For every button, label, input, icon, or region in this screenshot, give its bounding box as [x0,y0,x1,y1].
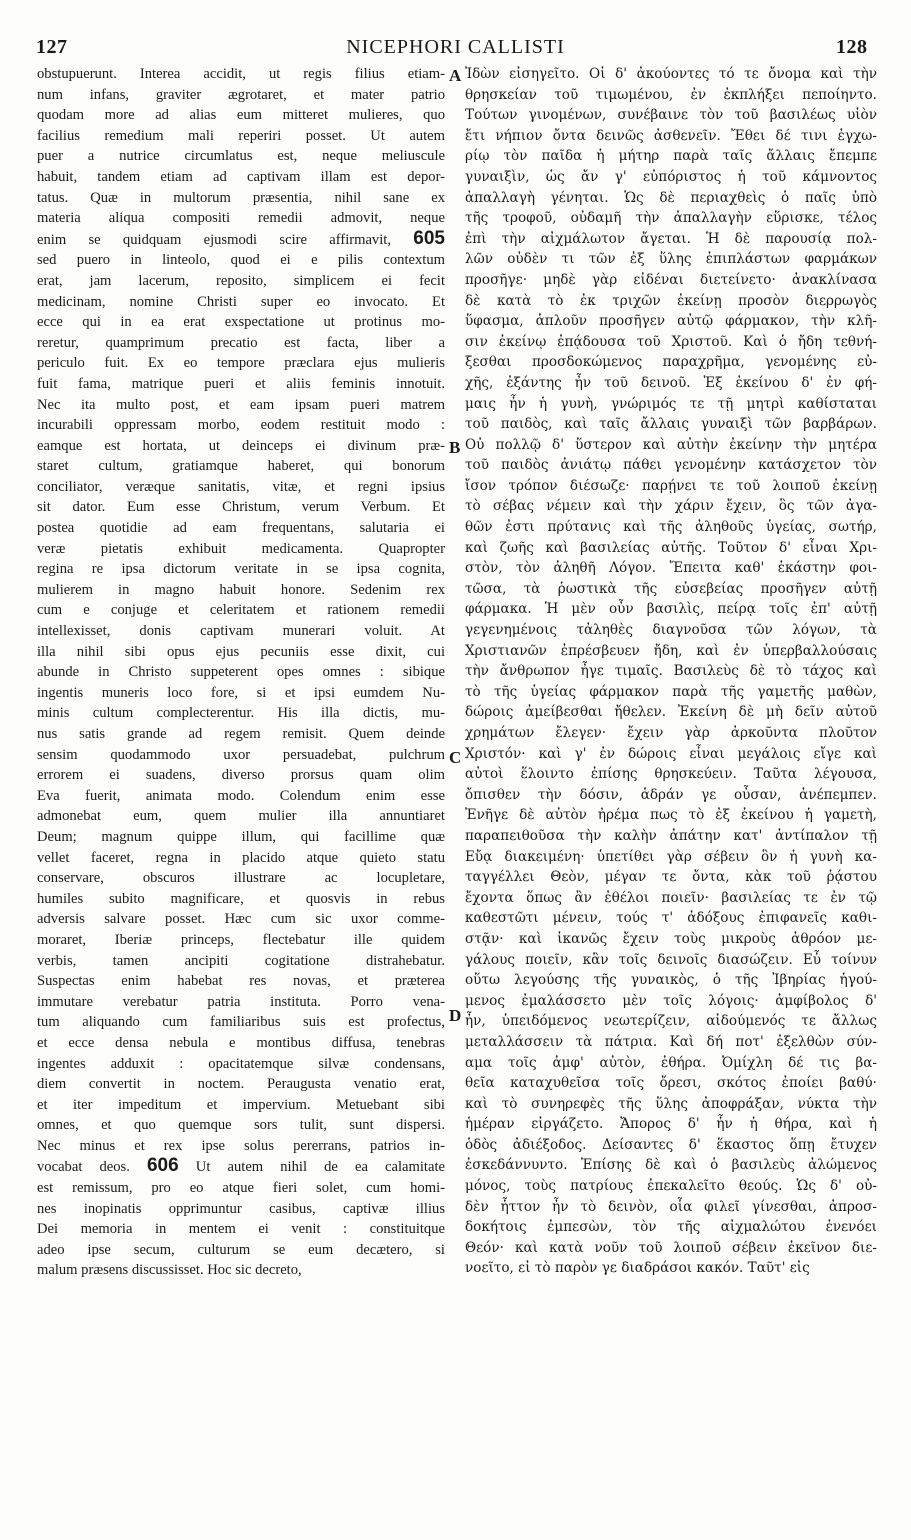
greek-text-line: Ἐνῆγε δὲ αὐτὸν ἠρέμα πως τὸ ἐξ ἐκείνου ἡ γαμετὴ, [465,807,877,824]
latin-text-line: Suspectas enim habebat res novas, et præterea [37,973,445,990]
greek-text-line: μεταλλάσσειν τὰ πάτρια. Καὶ δή ποτ' ἐξελθὼν σύν- [465,1033,877,1050]
latin-text-line: et ecce densa nebula e montibus diffusa, tenebras [37,1034,445,1051]
greek-text-line: δοκήτοις ἐμπεσὼν, τὸν τῆς αἰχμαλώτου ἐνενόει [465,1219,877,1236]
latin-text-line: enim se quidquam ejusmodi scire affirmavit, 605 [37,227,445,249]
latin-text-line: sensim quodammodo uxor persuadebat, pulchrum [37,746,445,763]
greek-text-line: ὄπισθεν τὴν δόσιν, ἁδράν γε οὖσαν, ἀνέπεμπεν. [465,786,877,803]
greek-text-line: Ἰδὼν εἰσηγεῖτο. Οἱ δ' ἀκούοντες τό τε ὄνομα καὶ τὴν [465,66,877,82]
column-number: 606 [146,1155,179,1177]
greek-text-line: ἐπὶ τὴν αἰχμάλωτον ἄγεται. Ἡ δὲ παρουσίᾳ πολ- [465,230,877,247]
latin-text-line: adeo ipse secum, culturum se eum decætero, si [37,1241,445,1258]
greek-text-line: δὲ κατὰ τὸ ἐκ τριχῶν ἐκείνῃ προσὸν διερρωγὸς [465,292,877,309]
greek-text-line: ἀπαλλαγὴ γένηται. Ὡς δὲ περιαχθεὶς ὁ παῖς ὑπὸ [465,189,877,206]
latin-text-line: errorem ei suadens, diverso prorsus quam olim [37,767,445,784]
greek-text-line: νοεῖτο, εἰ τὸ παρὸν γε διαδράσοι κακόν. Ταῦτ' εἰς [465,1260,810,1277]
latin-text-line: postea quotidie ad eam frequentans, salutaria ei [37,520,445,537]
greek-text-line: προσῆγε· μηδὲ γὰρ εἰδέναι διετείνετο· ἀνακλίνασα [465,271,877,288]
latin-text-line: vocabat deos. 606 Ut autem nihil de ea calamitate [37,1155,445,1177]
latin-text-line: Dei memoria in mentem ei venit : constituitque [37,1221,445,1238]
margin-letter-c: C [449,748,462,767]
greek-text-line: ἦν, ὑπειδόμενος νεωτερίζειν, αἰδούμενός τε ἄλλως [465,1013,877,1030]
latin-text-line: puer a nutrice circumlatus est, neque meliuscule [37,148,445,165]
latin-text-line: quodam more ad alias eum mitteret mulieres, quo [37,107,445,124]
latin-text-line: fuit fama, matrique pueri et aliis feminis innotuit. [37,375,445,392]
greek-text-line: τὸ σέβας νέμειν καὶ τὴν χάριν ἔχειν, ὃς τῶν ἀγα- [465,498,877,515]
greek-text-line: χρημάτων ἔλεγεν· ἔχειν γὰρ ἀρκοῦντα πλοῦτον [465,725,877,741]
greek-text-line: τὴν ἄνθρωπον ἦγε τιμαῖς. Βασιλεὺς δὲ τὸ τάχος καὶ [465,663,877,680]
latin-text-line: conciliator, veræque sanitatis, vitæ, et regni ipsius [37,478,445,495]
column-number: 605 [413,227,445,249]
greek-text-line: Τούτων γινομένων, συνέβαινε τὸν τοῦ βασιλέως υἱὸν [465,107,877,124]
greek-text-line: τὸ τῆς ὑγείας φάρμακον παρὰ τῆς γαμετῆς μαθὼν, [465,683,877,700]
greek-text-line: ἐσκεδάννυντο. Ἐπίσης δὲ καὶ ὁ βασιλεὺς ἀλώμενος [465,1157,877,1174]
latin-text-line: omnes, et quo quemque sors tulit, sunt dispersi. [37,1117,445,1134]
greek-text-line: τοῦ παιδὸς ἀνιάτῳ πάθει γενομένην κατάσχετον τὸν [465,457,877,474]
greek-text-line: Θεόν· καὶ κατὰ νοῦν τοῦ λοιποῦ σέβειν ἐκεῖνον διε- [465,1239,877,1256]
greek-text-line: λῶν οὐδὲν τι τῶν ἐξ ὕλης ἐπιπλάστων φαρμάκων [465,251,877,268]
greek-text-line: Χριστιανῶν ἐπρέσβευεν ἤδη, καὶ ἐν ὑπερβαλλούσαις [465,642,877,659]
latin-text-line: illa nihil sibi opus ejus pecuniis esse dixit, cui [37,643,445,660]
latin-text-line: ecce qui in ea erat exspectatione ut protinus mo- [37,314,445,331]
latin-text-line: mulierem in magno habuit honore. Sedenim rex [37,581,445,598]
greek-text-line: μόνος, τοὺς πατρίους ἐπεκαλεῖτο θεούς. Ὡς δ' οὐ- [465,1178,877,1195]
latin-text-line: humiles subito magnificare, et quosvis in rebus [37,890,445,907]
greek-text-line: ἴσον τρόπον διέσωζε· παρῄνει τε τοῦ λοιποῦ ἐκείνῃ [465,477,877,494]
latin-text-line: vellet faceret, regna in placido atque quieto statu [37,849,445,866]
latin-text-line: incurabili oppressam morbo, eodem restituit modo : [37,417,445,434]
greek-text-line: οὕτω λεγούσης τῆς γυναικὸς, ὁ τῆς Ἰβηρίας ἡγού- [465,972,877,989]
greek-text-line: χῆς, ἐξάντης ἦν τοῦ δεινοῦ. Ἐξ ἐκείνου δ' ἐν φή- [465,374,877,391]
latin-text-line: veræ pietatis exhibuit medicamenta. Quapropter [37,540,445,557]
latin-text-line: reretur, quamprimum precatio est facta, liber a [37,334,445,351]
greek-text-line: θεῖα καταχυθεῖσα τοῖς ὄρεσι, σκότος ἐποίει βαθύ· [465,1075,877,1092]
greek-text-line: φάρμακα. Ἡ μὲν οὖν βασιλὶς, πείρᾳ τοῖς ἐπ' αὐτῇ [465,601,877,618]
latin-text-line: malum præsens discussisset. Hoc sic decreto, [37,1262,302,1279]
latin-text-line: Nec ita multo post, et eam ipsam pueri matrem [37,396,445,413]
greek-text-line: στὸν, τὸν ἀληθῆ Λόγον. Ἔπειτα καθ' ἑκάστην φοι- [465,560,877,577]
greek-text-line: ταγγέλλει Θεὸν, μέγαν τε ὄντα, κὰκ τοῦ ῥᾴστου [465,869,877,886]
latin-text-line: abunde in Christo suppeterent opes omnes : sibique [37,664,445,681]
latin-text-line: moraret, Iberiæ princeps, flectebatur ille quidem [37,931,445,948]
latin-text-line: nus satis grande ad regem remisit. Quem deinde [37,726,445,742]
greek-text-line: στᾷν· καὶ ἱκανῶς ἔχειν τοὺς μικροὺς ἀθρόον με- [465,930,877,947]
latin-text-line: staret cultum, gratiamque haberet, qui bonorum [37,458,445,475]
latin-text-line: ingentes adduxit : opacitatemque silvæ condensans, [37,1055,445,1072]
latin-text-line: cum e conjuge et celeritatem et rationem remedii [37,602,445,619]
greek-text-line: γεγενημένοις τἀληθὲς διαγνοῦσα τῶν λόγων, τὰ [465,622,877,639]
greek-text-line: θῶν ἐστι πρύτανις καὶ τῆς ἀληθοῦς ὑγείας, σωτήρ, [465,519,877,536]
latin-text-line: Deum; magnum quippe illum, qui facillime quæ [37,828,445,845]
latin-text-line: immutare verebatur patria instituta. Porro vena- [37,993,445,1010]
latin-text-line: minis cultum complecterentur. His illa dictis, mu- [37,705,445,722]
greek-text-line: μαις ἦν ἡ γυνὴ, γνώριμός τε τῇ μητρὶ καθίσταται [465,395,877,412]
latin-text-line: et iter impeditum et impervium. Metuebant sibi [37,1096,445,1113]
greek-text-line: ἔχοντα ὅπως ἂν ἐθέλοι ποιεῖν· βασιλείας τε ἐν τῷ [465,889,877,906]
page-number-right: 128 [836,36,868,58]
latin-text-line: medicinam, nomine Christi super eo invocato. Et [37,293,445,310]
greek-text-line: παραπειθοῦσα τὴν καλὴν ἀπάτην κατ' ἀντίπαλον τῇ [465,827,877,844]
latin-text-line: obstupuerunt. Interea accidit, ut regis filius etiam- [37,66,445,82]
latin-text-line: habuit, tandem etiam ad captivam illam est depor- [37,168,445,185]
greek-text-line: δώροις ἀμείβεσθαι ἤθελεν. Ἐκείνη δὲ μὴ δεῖν αὐτοῦ [465,704,877,721]
margin-letter-d: D [449,1006,462,1025]
latin-text-line: erat, jam lacerum, reposito, simplicem ei fecit [37,272,445,289]
greek-text-line: καθεστῶτι μένειν, τούς τ' ἀδόξους ἐπιφανεῖς καθι- [465,910,877,927]
greek-text-line: τῶσα, τὰ ῥωστικὰ τῆς εὐσεβείας προσῆγεν αὐτῇ [465,580,877,597]
greek-text-line: Εὔᾳ διακειμένη· ὑπετίθει γὰρ σέβειν ὃν ἡ γυνὴ κα- [465,848,877,865]
latin-text-line: nes inopinatis opprimuntur casibus, captivæ illius [37,1200,445,1217]
latin-text-line: Nec minus et rex ipse solus pererrans, patrios in- [37,1137,445,1154]
greek-text-line: δὲν ἧττον ἦν τὸ δεινὸν, οἷα φιλεῖ γίνεσθαι, ἀπροσ- [465,1198,877,1215]
greek-text-line: ξεσθαι προσδοκώμενος παραχρῆμα, γενομένης εὐ- [465,354,877,371]
greek-text-line: αμα τοῖς ἀμφ' αὐτὸν, ἐθήρα. Ὀμίχλη δέ τις βα- [465,1054,877,1071]
greek-text-line: μενος ἐμαλάσσετο μὲν τοῖς λόγοις· ἀμφίβολος δ' [465,992,877,1009]
greek-text-line: θρησκείαν τοῦ τιμωμένου, ἐν ἐκπλήξει πεποίηντο. [465,86,877,103]
greek-text-line: τοῦ παιδὸς, καὶ ταῖς ἄλλαις γυναιξὶ τῶν βαρβάρων. [465,416,877,433]
latin-column [37,64,445,1281]
greek-text-line: Οὐ πολλῷ δ' ὕστερον καὶ αὐτὴν ἐκείνην τὴν μητέρα [465,436,877,453]
running-title: NICEPHORI CALLISTI [346,36,565,58]
greek-text-line: γάλους ποιεῖν, κἂν τοῖς δεινοῖς διασώζειν. Εὖ τοίνυν [465,951,877,968]
margin-letter-a: A [449,66,462,85]
page-number-left: 127 [36,36,68,58]
greek-text-line: ρίῳ τὸν παῖδα ἡ μήτηρ παρὰ ταῖς ἄλλαις ἔπεμπε [465,148,877,165]
latin-text-line: materia aliqua compositi remedii admovit, neque [37,210,445,227]
latin-text-line: sit dator. Eum esse Christum, verum Verbum. Et [37,499,445,516]
greek-text-line: καὶ ζωῆς καὶ βασιλείας αὐτῆς. Τοῦτον δ' εἶναι Χρι- [465,539,877,556]
latin-text-line: adversis salvare posset. Hæc cum sic uxor comme- [37,911,445,928]
latin-text-line: admonebat eum, quem mulier illa annuntiaret [37,808,445,825]
margin-letter-b: B [449,438,461,457]
greek-text-line: τῆς τροφοῦ, οὐδαμῆ τὴν ἀπαλλαγὴν εὕρισκε, τέλος [465,210,877,227]
greek-text-line: ὕφασμα, ἁπλοῦν προσῆγεν αὐτῷ φάρμακον, τὴν κλῆ- [465,313,877,330]
greek-text-line: σιν ἐκείνῳ ἐπᾴδουσα τοῦ Χριστοῦ. Καὶ ὁ ἤδη τεθνή- [465,333,877,350]
latin-text-line: verbis, tamen ancipiti cogitatione distrahebatur. [37,952,445,969]
latin-text-line: intellexisset, donis captivam munerari voluit. At [37,623,445,640]
latin-text-line: facilius remedium mali reperiri posset. Ut autem [37,127,445,144]
latin-text-line: num infans, graviter ægrotaret, et mater patrio [37,86,445,103]
latin-text-line: diem convertit in noctem. Peraugusta venatio erat, [37,1076,445,1093]
latin-text-line: periculo fuit. Ex eo tempore præclara ejus mulieris [37,355,445,372]
latin-text-line: est remissum, pro eo atque fieri solet, cum homi- [37,1180,445,1197]
latin-text-line: Eva fuerit, animata modo. Colendum enim esse [37,787,445,804]
greek-text-line: καὶ τὸ συνηρεφὲς τῆς ὕλης ἀποφράξαν, νύκτα τὴν [465,1095,877,1112]
latin-text-line: tatus. Quæ in multorum præsentia, nihil sane ex [37,189,445,206]
greek-column [465,64,877,1279]
latin-text-line: sed puero in linteolo, quod ei e pilis contextum [37,252,445,269]
greek-text-line: ἡμέραν εἰργάζετο. Ἄπορος δ' ἦν ἡ θήρα, καὶ ἡ [465,1116,877,1133]
latin-text-line: tum aliquando cum familiaribus suis est profectus, [37,1014,445,1031]
latin-text-line: ingentis muneris loco fore, si et ipsi eumdem Nu- [37,684,445,701]
greek-text-line: Χριστόν· καὶ γ' ἐν δώροις εἶναι μεγάλοις εἴγε καὶ [465,745,877,762]
greek-text-line: γυναιξὶν, ὡς ἄν γ' εὐπόριστος ἡ τοῦ κάμνοντος [465,168,877,185]
greek-text-line: ὁδὸς ἀδιέξοδος. Δείσαντες δ' ἕκαστος ὅπῃ ἔτυχεν [465,1136,877,1153]
greek-text-line: ἔτι νήπιον ὄντα δεινῶς ἀσθενεῖν. Ἔθει δέ τινι ἐγχω- [465,127,877,144]
latin-text-line: eamque est hortata, ut deinceps ei divinum præ- [37,437,445,454]
latin-text-line: conservare, obscuros illustrare ac locupletare, [37,870,445,887]
greek-text-line: αὐτοὶ ἕλοιντο ἐπίσης θρησκεύειν. Ταῦτα λέγουσα, [465,766,877,783]
latin-text-line: regina re ipsa dictorum veritate in se ipsa cognita, [37,561,445,578]
